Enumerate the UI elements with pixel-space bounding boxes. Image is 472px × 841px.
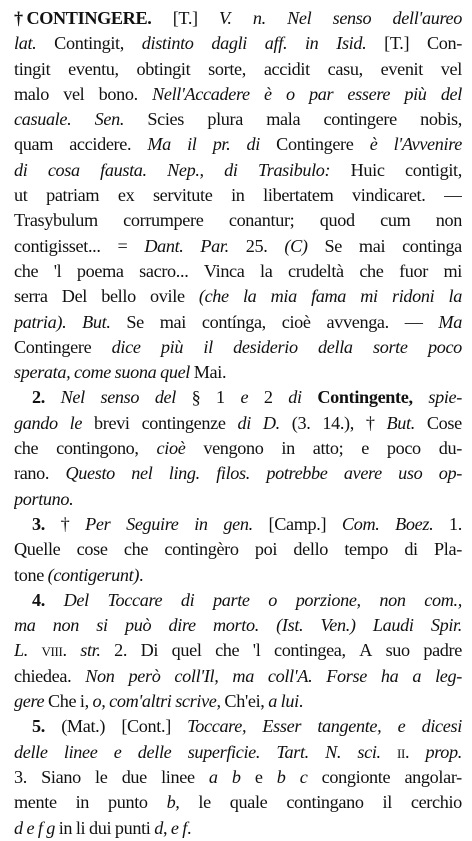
line: mente in punto b, le quale contingano il cerchio [14,792,462,813]
line: d e f g in li dui punti d, e f. [14,817,192,838]
line: quam accidere. Ma il pr. di Contingere è l'Avvenire [14,134,462,155]
line: gere Che i, o, com'altri scrive, Ch'ei, a lui. [14,691,303,712]
line: portuno. [14,488,74,509]
line: 2. Nel senso del § 1 e 2 di Contingente, spie- [32,387,462,408]
line: ut patriam ex servitute in libertatem vindicaret. — [14,185,462,206]
line: 4. Del Toccare di parte o porzione, non com., [32,589,462,610]
line: delle linee e delle superficie. Tart. N. sci. ii. prop. [14,741,462,762]
line: patria). But. Se mai contínga, cioè avvenga. — Ma [14,311,462,332]
line: contigisset... = Dant. Par. 25. (C) Se mai continga [14,235,462,256]
line: ma non si può dire morto. (Ist. Ven.) Laudi Spir. [14,615,462,636]
line: rano. Questo nel ling. filos. potrebbe avere uso op- [14,463,462,484]
line: gando le brevi contingenze di D. (3. 14.), † But. Cose [14,412,462,433]
entry-paragraph-5 [14,714,462,840]
dictionary-entry-contingere [14,6,462,841]
line: casuale. Sen. Scies plura mala contingere nobis, [14,109,462,130]
line: Contingere dice più il desiderio della sorte poco [14,336,462,357]
entry-paragraph-2 [14,385,462,511]
entry-paragraph-3 [14,512,462,588]
line: serra Del bello ovile (che la mia fama mi ridoni la [14,286,462,307]
line: tone (contigerunt). [14,564,144,585]
line: sperata, come suona quel Mai. [14,362,227,383]
line: di cosa fausta. Nep., di Trasibulo: Huic contigit, [14,159,462,180]
line: 5. (Mat.) [Cont.] Toccare, Esser tangente, e dicesi [32,716,462,737]
entry-paragraph-1 [14,6,462,385]
line: Trasybulum corrumpere conantur; quod cum non [14,210,462,231]
line: † CONTINGERE. [T.] V. n. Nel senso dell'aureo [14,8,462,28]
line: 3. † Per Seguire in gen. [Camp.] Com. Boez. 1. [32,513,462,534]
line: lat. Contingit, distinto dagli aff. in Isid. [T.] Con- [14,33,462,54]
line: chiedea. Non però coll'Il, ma coll'A. Forse ha a leg- [14,665,462,686]
line: 3. Siano le due linee a b e b c congionte angolar- [14,766,462,787]
entry-paragraph-4 [14,588,462,714]
line: malo vel bono. Nell'Accadere è o par essere più del [14,83,462,104]
line: L. viii. str. 2. Di quel che 'l contingea, A suo padre [14,640,462,661]
line: che 'l poema sacro... Vinca la crudeltà che fuor mi [14,260,462,281]
line: che contingono, cioè vengono in atto; e poco du- [14,438,462,459]
line: tingit eventu, obtingit sorte, accidit casu, evenit vel [14,58,462,79]
line: Quelle cose che contingèro poi dello tempo di Pla- [14,539,462,560]
